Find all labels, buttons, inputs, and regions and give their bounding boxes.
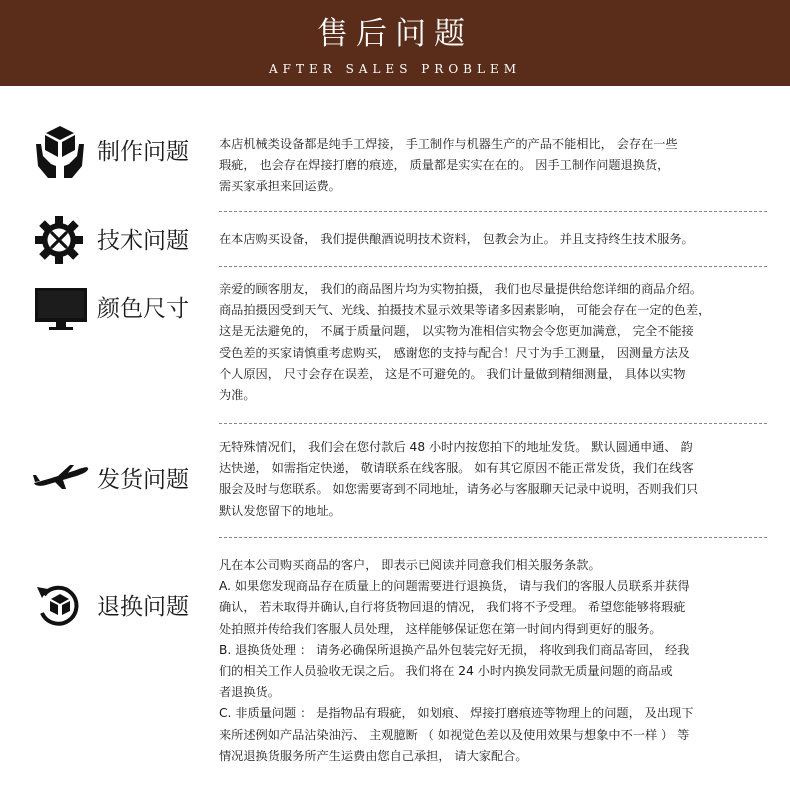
body-line: 在本店购买设备， 我们提供酿酒说明技术资料， 包教会为止。 并且支持终生技术服务。 [219, 232, 694, 246]
body-line: 受色差的买家请慎重考虑购买， 感谢您的支持与配合！尺寸为手工测量， 因测量方法及 [219, 345, 690, 360]
divider [219, 211, 767, 212]
body-line: 来所述例如产品沾染油污、 主观臆断 （ 如视觉色差以及使用效果与想象中不一样 ） 等 [219, 727, 690, 742]
body-line: 凡在本公司购买商品的客户， 即表示已阅读并同意我们相关服务条款。 [219, 558, 601, 572]
body-line: 确认， 若未取得并确认,自行将货物回退的情况， 我们将不予受理。 希望您能够将瑕疵 [219, 600, 686, 615]
body-line: 处拍照并传给我们客服人员处理， 这样能够保证您在第一时间内得到更好的服务。 [219, 621, 662, 636]
body-line: 个人原因， 尺寸会存在误差， 这是不可避免的。 我们计量做到精细测量， 具体以实物 [219, 366, 686, 381]
body-line: 商品拍摄因受到天气、光线、拍摄技术显示效果等诸多因素影响， 可能会存在一定的色差， [219, 303, 711, 318]
divider [219, 266, 767, 267]
section-body [219, 229, 767, 250]
body-line: 瑕疵， 也会存在焊接打磨的痕迹， 质量都是实实在在的。 因手工制作问题退换货， [219, 158, 670, 173]
body-line: C. 非质量问题 ： 是指物品有瑕疵， 如划痕、 焊接打磨痕迹等物理上的问题， 及出现下 [219, 706, 694, 721]
header-banner [0, 0, 790, 86]
monitor-icon [34, 287, 88, 331]
page-subtitle: AFTER SALES PROBLEM [268, 62, 522, 76]
body-line: 达快递， 如需指定快递， 敬请联系在线客服。 如有其它原因不能正常发货，我们在线客 [219, 461, 694, 476]
page-title: 售后问题 [317, 16, 473, 52]
section-body [219, 555, 767, 767]
body-line: 需买家承担来回运费。 [219, 179, 341, 194]
body-line: A. 如果您发现商品存在质量上的问题需要进行退换货， 请与我们的客服人员联系并获得 [219, 579, 690, 594]
body-line: 者退换货。 [219, 685, 280, 700]
body-line: B. 退换货处理 ： 请务必确保所退换产品外包装完好无损， 将收到我们商品寄回， 经我 [219, 642, 690, 657]
body-line: 默认发您留下的地址。 [219, 503, 341, 518]
hands-box-icon [34, 124, 86, 180]
body-line: 为准。 [219, 388, 256, 403]
section-heading: 技术问题 [97, 228, 189, 254]
section-heading: 颜色尺寸 [97, 296, 189, 322]
section-heading: 发货问题 [97, 467, 189, 493]
body-line: 服会及时与您联系。 如您需要寄到不同地址，请务必与客服聊天记录中说明，否则我们只 [219, 482, 699, 497]
section-heading: 退换问题 [97, 594, 189, 620]
airplane-icon [32, 463, 90, 491]
gear-tools-icon [34, 215, 84, 265]
body-line: 亲爱的顾客朋友， 我们的商品图片均为实物拍摄， 我们也尽量提供给您详细的商品介绍。 [219, 282, 703, 296]
divider [219, 537, 767, 538]
section-body [219, 437, 767, 522]
body-line: 这是无法避免的， 不属于质量问题， 以实物为准相信实物会令您更加满意， 完全不能接 [219, 324, 694, 339]
body-line: 情况退换货服务所产生运费由您自己承担， 请大家配合。 [219, 748, 528, 763]
section-body [219, 134, 767, 198]
body-line: 们的相关工作人员验收无误之后。 我们将在 24 小时内换发同款无质量问题的商品或 [219, 664, 673, 679]
return-box-icon [36, 583, 82, 627]
section-body [219, 279, 767, 406]
section-heading: 制作问题 [97, 139, 189, 165]
divider [219, 423, 767, 424]
body-line: 无特殊情况们， 我们会在您付款后 48 小时内按您拍下的地址发货。 默认圆通申通、 韵 [219, 440, 693, 454]
body-line: 本店机械类设备都是纯手工焊接， 手工制作与机器生产的产品不能相比， 会存在一些 [219, 137, 678, 151]
